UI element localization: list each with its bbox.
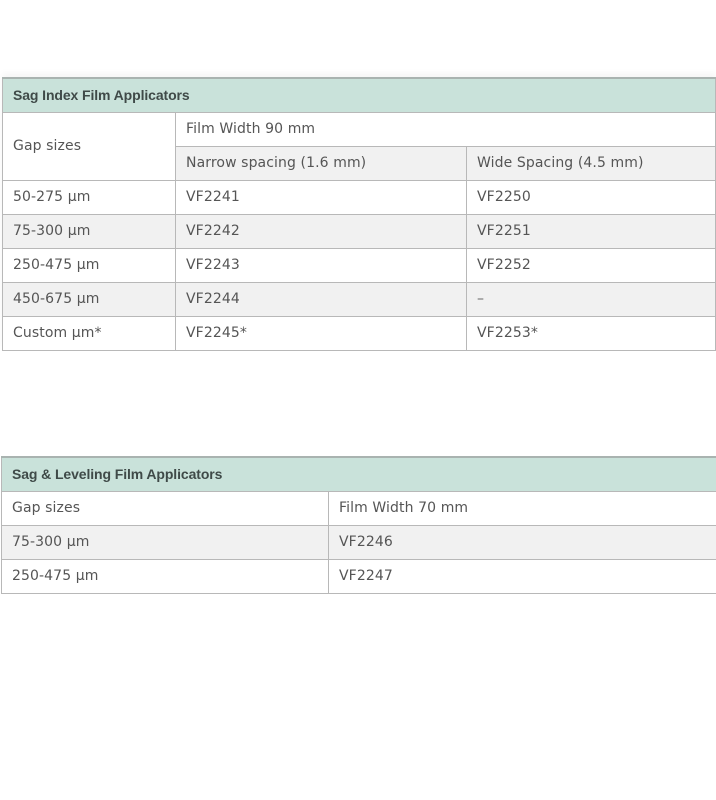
header-row xyxy=(2,491,716,525)
table-title-row xyxy=(2,457,716,491)
wide-code-cell: VF2253* xyxy=(467,316,716,350)
narrow-code-cell: VF2243 xyxy=(176,248,467,282)
wide-code-cell: VF2251 xyxy=(467,214,716,248)
gap-cell: 250-475 µm xyxy=(3,248,176,282)
gap-cell: 250-475 µm xyxy=(2,559,329,593)
wide-code-cell: VF2250 xyxy=(467,180,716,214)
narrow-code-cell: VF2241 xyxy=(176,180,467,214)
code-cell: VF2247 xyxy=(329,559,716,593)
narrow-spacing-header: Narrow spacing (1.6 mm) xyxy=(176,146,467,180)
code-cell: VF2246 xyxy=(329,525,716,559)
table-row xyxy=(2,559,716,593)
table-row xyxy=(3,180,716,214)
wide-spacing-header: Wide Spacing (4.5 mm) xyxy=(467,146,716,180)
header-row xyxy=(3,112,716,146)
table-row xyxy=(3,282,716,316)
sag-index-table xyxy=(2,77,716,351)
table-title-row xyxy=(3,78,716,112)
wide-code-cell: VF2252 xyxy=(467,248,716,282)
wide-code-cell: – xyxy=(467,282,716,316)
sag-leveling-table xyxy=(1,456,716,594)
gap-cell: 75-300 µm xyxy=(3,214,176,248)
table-title: Sag Index Film Applicators xyxy=(3,78,716,112)
film-width-header: Film Width 70 mm xyxy=(329,491,716,525)
table-row xyxy=(3,316,716,350)
table-row xyxy=(3,248,716,282)
gap-cell: 50-275 µm xyxy=(3,180,176,214)
table-row xyxy=(3,214,716,248)
narrow-code-cell: VF2242 xyxy=(176,214,467,248)
narrow-code-cell: VF2245* xyxy=(176,316,467,350)
gap-cell: Custom µm* xyxy=(3,316,176,350)
gap-cell: 450-675 µm xyxy=(3,282,176,316)
table-title: Sag & Leveling Film Applicators xyxy=(2,457,716,491)
gap-sizes-header: Gap sizes xyxy=(2,491,329,525)
narrow-code-cell: VF2244 xyxy=(176,282,467,316)
gap-sizes-header: Gap sizes xyxy=(3,112,176,180)
gap-cell: 75-300 µm xyxy=(2,525,329,559)
table-row xyxy=(2,525,716,559)
film-width-header: Film Width 90 mm xyxy=(176,112,716,146)
